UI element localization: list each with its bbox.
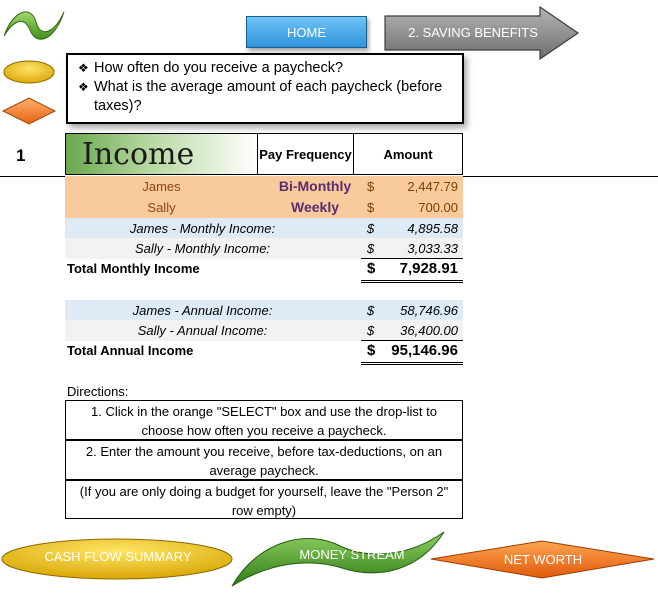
question-box <box>66 53 464 124</box>
pay-frequency-header: Pay Frequency <box>257 133 354 175</box>
monthly-income-label: James - Monthly Income: <box>129 221 276 236</box>
table-row <box>65 197 463 218</box>
question-text: How often do you receive a paycheck? <box>94 60 344 76</box>
cash-flow-summary-button[interactable]: CASH FLOW SUMMARY <box>44 549 192 564</box>
saving-benefits-button[interactable]: 2. SAVING BENEFITS <box>408 24 538 40</box>
direction-step: 1. Click in the orange "SELECT" box and use the drop-list to choose how often you receive a paycheck. <box>65 400 463 440</box>
paycheck-amount-input[interactable]: 2,447.79 <box>407 179 458 194</box>
monthly-income-value: 4,895.58 <box>407 221 458 236</box>
yellow-oval-shape <box>3 60 57 86</box>
currency-symbol: $ <box>367 179 375 194</box>
person-name: Sally <box>147 200 176 215</box>
money-stream-button[interactable]: MONEY STREAM <box>299 547 405 562</box>
question-item <box>78 78 454 116</box>
diamond-bullet-icon: ❖ <box>78 61 89 75</box>
question-text: What is the average amount of each paycheck (before taxes)? <box>94 79 443 114</box>
annual-income-value: 58,746.96 <box>400 303 458 318</box>
currency-symbol: $ <box>367 241 375 256</box>
diamond-bullet-icon: ❖ <box>78 80 89 94</box>
annual-income-value: 36,400.00 <box>400 323 458 338</box>
direction-step: (If you are only doing a budget for yourself, leave the "Person 2" row empty) <box>65 480 463 519</box>
monthly-income-label: Sally - Monthly Income: <box>134 241 271 256</box>
frequency-select[interactable]: Weekly <box>291 199 339 215</box>
orange-diamond-shape <box>3 97 57 127</box>
directions-title: Directions: <box>67 384 129 399</box>
double-underline <box>361 362 463 365</box>
table-row <box>65 176 463 197</box>
double-underline <box>361 280 463 283</box>
total-monthly-value: 7,928.91 <box>399 260 458 277</box>
green-wave-shape <box>2 4 66 46</box>
currency-symbol: $ <box>367 221 375 236</box>
total-annual-label: Total Annual Income <box>67 343 194 358</box>
total-monthly-label: Total Monthly Income <box>67 261 200 276</box>
paycheck-amount-input[interactable]: 700.00 <box>418 200 458 215</box>
direction-step: 2. Enter the amount you receive, before tax-deductions, on an average paycheck. <box>65 440 463 480</box>
net-worth-button[interactable]: NET WORTH <box>503 552 583 567</box>
annual-income-label: Sally - Annual Income: <box>137 323 268 338</box>
table-row <box>65 218 463 239</box>
currency-symbol: $ <box>367 303 375 318</box>
currency-symbol: $ <box>367 200 375 215</box>
table-row <box>65 300 463 321</box>
amount-header: Amount <box>353 133 463 175</box>
step-number: 1 <box>16 146 26 165</box>
table-row <box>65 238 463 259</box>
currency-symbol: $ <box>367 260 376 277</box>
total-monthly-row <box>65 258 463 280</box>
person-name: James <box>142 179 181 194</box>
currency-symbol: $ <box>367 342 376 359</box>
home-button[interactable]: HOME <box>246 16 367 48</box>
currency-symbol: $ <box>367 323 375 338</box>
table-row <box>65 320 463 341</box>
question-item <box>78 59 454 78</box>
income-title: Income <box>65 133 258 175</box>
frequency-select[interactable]: Bi-Monthly <box>278 178 352 194</box>
total-annual-row <box>65 340 463 362</box>
total-annual-value: 95,146.96 <box>391 342 458 359</box>
annual-income-label: James - Annual Income: <box>132 303 273 318</box>
monthly-income-value: 3,033.33 <box>407 241 458 256</box>
